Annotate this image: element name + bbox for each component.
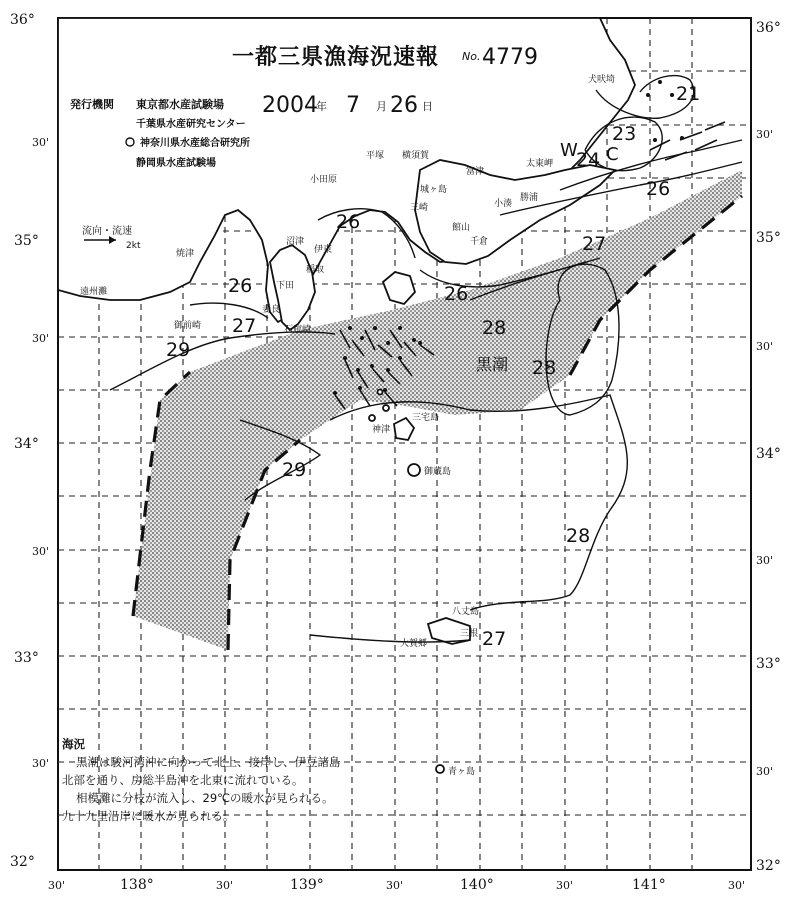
svg-text:24: 24	[576, 149, 601, 171]
svg-text:30': 30'	[32, 136, 50, 149]
svg-text:大賀郷: 大賀郷	[400, 639, 428, 649]
svg-text:石廊崎: 石廊崎	[284, 325, 312, 335]
svg-text:33°: 33°	[14, 650, 39, 666]
svg-text:30': 30'	[556, 879, 574, 892]
svg-text:千倉: 千倉	[470, 237, 489, 247]
issuer-4: 静岡県水産試験場	[136, 158, 216, 169]
svg-text:沼津: 沼津	[286, 237, 305, 247]
svg-text:26: 26	[336, 211, 361, 233]
svg-text:青ヶ島: 青ヶ島	[448, 767, 476, 777]
svg-text:36°: 36°	[10, 12, 35, 28]
svg-text:140°: 140°	[460, 877, 494, 893]
svg-text:30': 30'	[756, 554, 774, 567]
svg-text:21: 21	[676, 83, 701, 105]
svg-text:城ヶ島: 城ヶ島	[420, 185, 448, 195]
svg-text:138°: 138°	[120, 877, 154, 893]
report-number-prefix: No.	[462, 50, 481, 63]
svg-text:太東岬: 太東岬	[526, 159, 554, 169]
svg-text:館山: 館山	[452, 223, 471, 233]
svg-text:27: 27	[482, 628, 507, 650]
svg-text:139°: 139°	[290, 877, 324, 893]
svg-text:35°: 35°	[756, 230, 781, 246]
axis-right	[756, 20, 781, 874]
svg-text:伊東: 伊東	[314, 245, 333, 255]
svg-text:妻良: 妻良	[262, 305, 281, 315]
svg-text:焼津: 焼津	[176, 249, 195, 259]
island-mikura	[408, 464, 420, 476]
svg-text:御前崎: 御前崎	[174, 321, 202, 331]
svg-text:34°: 34°	[756, 446, 781, 462]
svg-text:30': 30'	[32, 545, 50, 558]
svg-text:下田: 下田	[276, 281, 295, 291]
svg-text:26: 26	[444, 283, 469, 305]
svg-text:平塚: 平塚	[366, 151, 385, 161]
svg-text:勝浦: 勝浦	[520, 193, 539, 203]
svg-text:23: 23	[612, 123, 637, 145]
svg-text:34°: 34°	[14, 436, 39, 452]
report-number: 4779	[482, 45, 538, 70]
svg-text:30': 30'	[728, 879, 746, 892]
svg-text:三宅島: 三宅島	[412, 413, 440, 423]
svg-text:小田原: 小田原	[310, 175, 338, 185]
svg-text:27: 27	[582, 233, 607, 255]
svg-text:30': 30'	[48, 879, 66, 892]
svg-text:富津: 富津	[466, 167, 485, 177]
flow-legend-label: 流向・流速	[82, 226, 132, 237]
date-year: 2004	[262, 93, 318, 118]
issuer-2: 千葉県水産研究センター	[136, 119, 246, 130]
svg-text:小湊: 小湊	[494, 199, 513, 209]
svg-text:30': 30'	[216, 879, 234, 892]
svg-text:神津: 神津	[372, 425, 391, 435]
svg-text:三崎: 三崎	[410, 203, 429, 213]
svg-text:犬吠埼: 犬吠埼	[588, 75, 616, 85]
notes-heading: 海況	[62, 737, 85, 751]
axis-left	[10, 12, 49, 870]
svg-text:30': 30'	[32, 757, 50, 770]
issuer-1: 東京都水産試験場	[136, 98, 224, 111]
notes-line-1: 黒潮は駿河湾沖に向かって北上、接岸し、伊豆諸島	[76, 755, 341, 769]
svg-text:28: 28	[532, 357, 557, 379]
svg-text:30': 30'	[756, 765, 774, 778]
svg-text:28: 28	[482, 317, 507, 339]
svg-text:26: 26	[646, 178, 671, 200]
svg-text:27: 27	[232, 315, 257, 337]
axis-bottom	[48, 877, 745, 893]
issuer-label: 発行機関	[70, 98, 114, 111]
svg-text:35°: 35°	[14, 233, 39, 249]
flow-legend-speed: 2kt	[126, 241, 141, 251]
kuroshio-label: 黒潮	[476, 355, 509, 374]
date-month-unit: 月	[376, 100, 387, 113]
date-day: 26	[390, 93, 418, 118]
svg-text:29: 29	[166, 339, 191, 361]
svg-text:W: W	[560, 140, 578, 161]
svg-text:26: 26	[228, 275, 253, 297]
svg-text:御蔵島: 御蔵島	[424, 467, 452, 477]
svg-text:30': 30'	[756, 340, 774, 353]
svg-text:30': 30'	[32, 332, 50, 345]
svg-text:八丈島: 八丈島	[452, 607, 480, 617]
date-month: 7	[346, 93, 360, 118]
notes-line-4: 九十九里沿岸に暖水が見られる。	[62, 809, 235, 823]
island-aogashima	[436, 765, 444, 773]
svg-text:三根: 三根	[460, 629, 479, 639]
svg-text:141°: 141°	[632, 877, 666, 893]
svg-text:横須賀: 横須賀	[402, 151, 430, 161]
issuer-3: 神奈川県水産総合研究所	[140, 138, 250, 149]
svg-text:32°: 32°	[10, 854, 35, 870]
svg-text:C: C	[606, 144, 619, 165]
svg-text:33°: 33°	[756, 656, 781, 672]
report-title: 一都三県漁海況速報	[232, 44, 438, 70]
date-year-unit: 年	[316, 100, 327, 113]
date-day-unit: 日	[422, 100, 433, 113]
notes-line-2: 北部を通り、房総半島沖を北東に流れている。	[62, 773, 304, 787]
svg-text:36°: 36°	[756, 20, 781, 36]
svg-text:28: 28	[566, 525, 591, 547]
svg-text:30': 30'	[756, 128, 774, 141]
svg-text:30': 30'	[386, 879, 404, 892]
svg-text:32°: 32°	[756, 858, 781, 874]
svg-text:稲取: 稲取	[306, 265, 325, 275]
svg-text:29: 29	[282, 459, 307, 481]
svg-text:遠州灘: 遠州灘	[80, 287, 108, 297]
notes-line-3: 相模灘に分枝が流入し、29℃の暖水が見られる。	[76, 791, 334, 805]
